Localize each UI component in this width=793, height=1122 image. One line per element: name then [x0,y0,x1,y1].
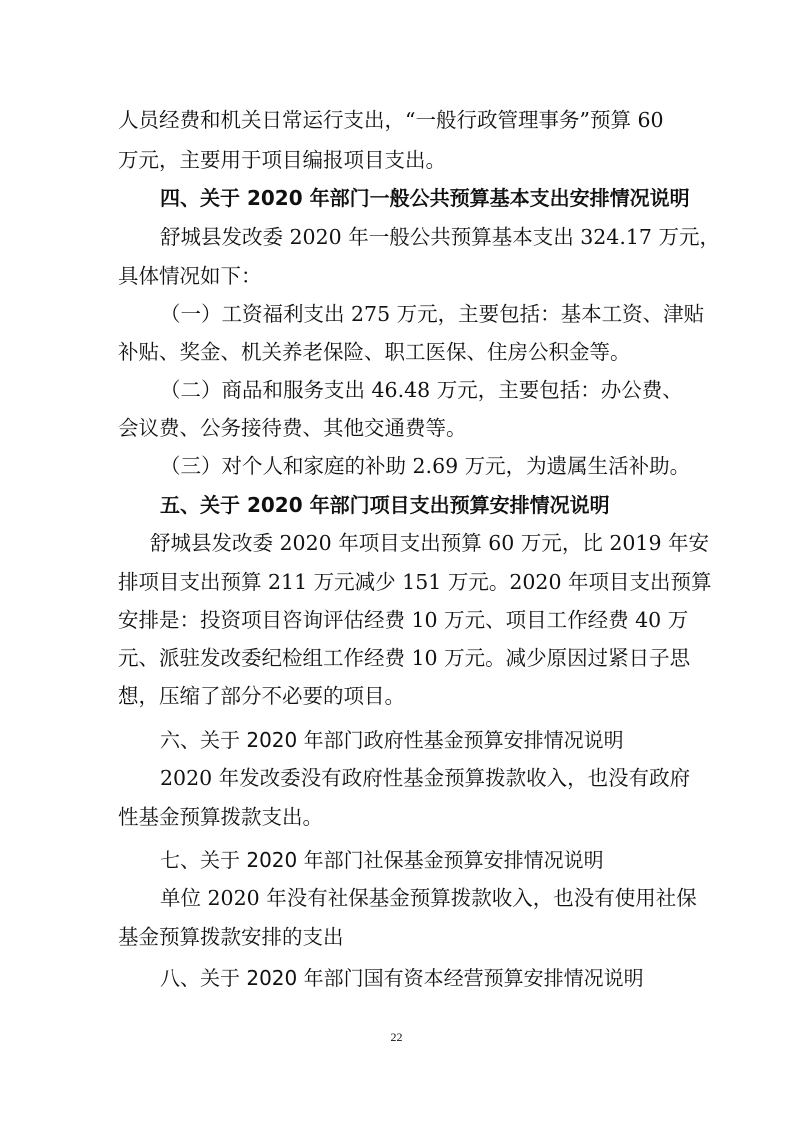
paragraph-line: （三）对个人和家庭的补助 2.69 万元，为遗属生活补助。 [160,454,691,478]
paragraph-line: 舒城县发改委 2020 年一般公共预算基本支出 324.17 万元， [160,225,720,249]
paragraph-line: 万元，主要用于项目编报项目支出。 [118,148,446,172]
paragraph-line: 人员经费和机关日常运行支出，“一般行政管理事务”预算 60 [118,108,664,132]
paragraph-line: 想，压缩了部分不必要的项目。 [118,684,405,708]
paragraph-line: 会议费、公务接待费、其他交通费等。 [118,416,467,440]
paragraph-line: （二）商品和服务支出 46.48 万元，主要包括：办公费、 [160,378,683,402]
section-heading-4: 四、关于 2020 年部门一般公共预算基本支出安排情况说明 [160,186,690,210]
paragraph-line: 元、派驻发改委纪检组工作经费 10 万元。减少原因过紧日子思 [118,646,691,670]
section-heading-5: 五、关于 2020 年部门项目支出预算安排情况说明 [160,493,610,517]
paragraph-line: 单位 2020 年没有社保基金预算拨款收入，也没有使用社保 [160,886,697,910]
paragraph-line: 性基金预算拨款支出。 [118,805,323,829]
paragraph-line: 排项目支出预算 211 万元减少 151 万元。2020 年项目支出预算 [118,570,712,594]
paragraph-line: 基金预算拨款安排的支出 [118,925,344,949]
section-heading-7: 七、关于 2020 年部门社保基金预算安排情况说明 [160,848,604,872]
section-heading-6: 六、关于 2020 年部门政府性基金预算安排情况说明 [160,728,624,752]
paragraph-line: 2020 年发改委没有政府性基金预算拨款收入，也没有政府 [160,766,691,790]
paragraph-line: 舒城县发改委 2020 年项目支出预算 60 万元，比 2019 年安 [150,531,710,555]
paragraph-line: 安排是：投资项目咨询评估经费 10 万元、项目工作经费 40 万 [118,608,689,632]
paragraph-line: 补贴、奖金、机关养老保险、职工医保、住房公积金等。 [118,340,631,364]
paragraph-line: 具体情况如下： [118,264,262,288]
section-heading-8: 八、关于 2020 年部门国有资本经营预算安排情况说明 [160,966,644,990]
page-number: 22 [390,1030,403,1044]
paragraph-line: （一）工资福利支出 275 万元，主要包括：基本工资、津贴 [160,302,705,326]
